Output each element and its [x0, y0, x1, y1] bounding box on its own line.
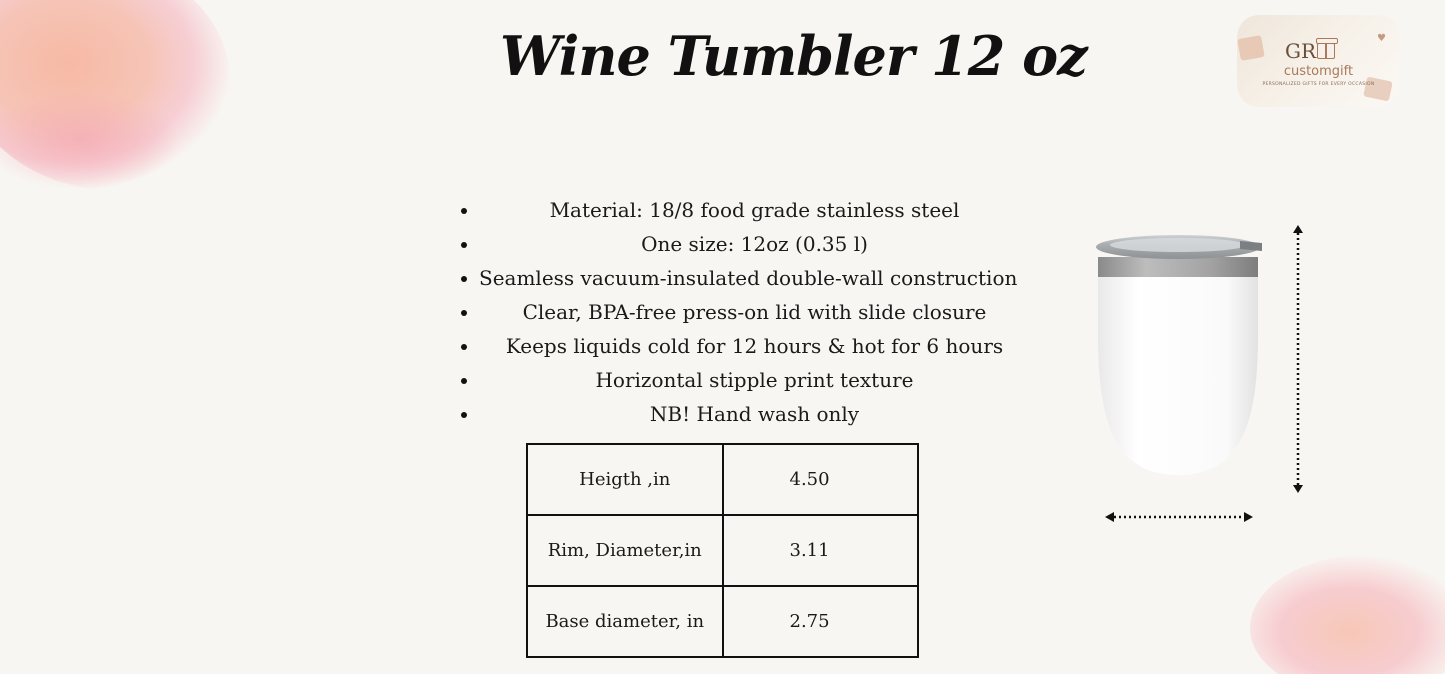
brand-logo[interactable] — [1237, 15, 1400, 107]
spec-value: 2.75 — [723, 586, 919, 657]
feature-item: NB! Hand wash only — [455, 397, 1030, 431]
gift-box-icon — [1317, 43, 1335, 59]
spec-value: 3.11 — [723, 515, 919, 586]
feature-item: Material: 18/8 food grade stainless steel — [455, 193, 1030, 227]
feature-item: Horizontal stipple print texture — [455, 363, 1030, 397]
dimensions-table — [526, 443, 919, 658]
bullet-icon — [461, 412, 467, 418]
bullet-icon — [461, 310, 467, 316]
spec-label: Rim, Diameter,in — [527, 515, 723, 586]
feature-item: Keeps liquids cold for 12 hours & hot for 6 hours — [455, 329, 1030, 363]
bullet-icon — [461, 344, 467, 350]
page-title: Wine Tumbler 12 oz — [500, 24, 1087, 88]
horizontal-dotted-arrow-icon — [1104, 508, 1254, 526]
bullet-icon — [461, 276, 467, 282]
spec-value: 4.50 — [723, 444, 919, 515]
vertical-dotted-arrow-icon — [1290, 225, 1306, 493]
logo-decoration-gift-left — [1237, 35, 1264, 61]
feature-list — [455, 193, 1030, 431]
bullet-icon — [461, 378, 467, 384]
logo-decoration-heart: ♥ — [1377, 33, 1386, 44]
bullet-icon — [461, 208, 467, 214]
bullet-icon — [461, 242, 467, 248]
tumbler-image — [1090, 225, 1310, 525]
logo-monogram: GR — [1285, 39, 1317, 63]
table-row — [527, 586, 918, 657]
tumbler-rim-band — [1098, 257, 1258, 277]
feature-item: Seamless vacuum-insulated double-wall construction — [455, 261, 1030, 295]
feature-item: One size: 12oz (0.35 l) — [455, 227, 1030, 261]
spec-label: Heigth ,in — [527, 444, 723, 515]
spec-label: Base diameter, in — [527, 586, 723, 657]
logo-decoration-gift-right — [1363, 77, 1393, 102]
logo-brand-name: customgift — [1283, 64, 1354, 79]
feature-item: Clear, BPA-free press-on lid with slide closure — [455, 295, 1030, 329]
watercolor-splash-bottom-right — [1250, 555, 1445, 674]
tumbler-body — [1098, 275, 1258, 475]
logo-tagline: PERSONALIZED GIFTS FOR EVERY OCCASION — [1262, 82, 1375, 87]
table-row — [527, 515, 918, 586]
table-row — [527, 444, 918, 515]
